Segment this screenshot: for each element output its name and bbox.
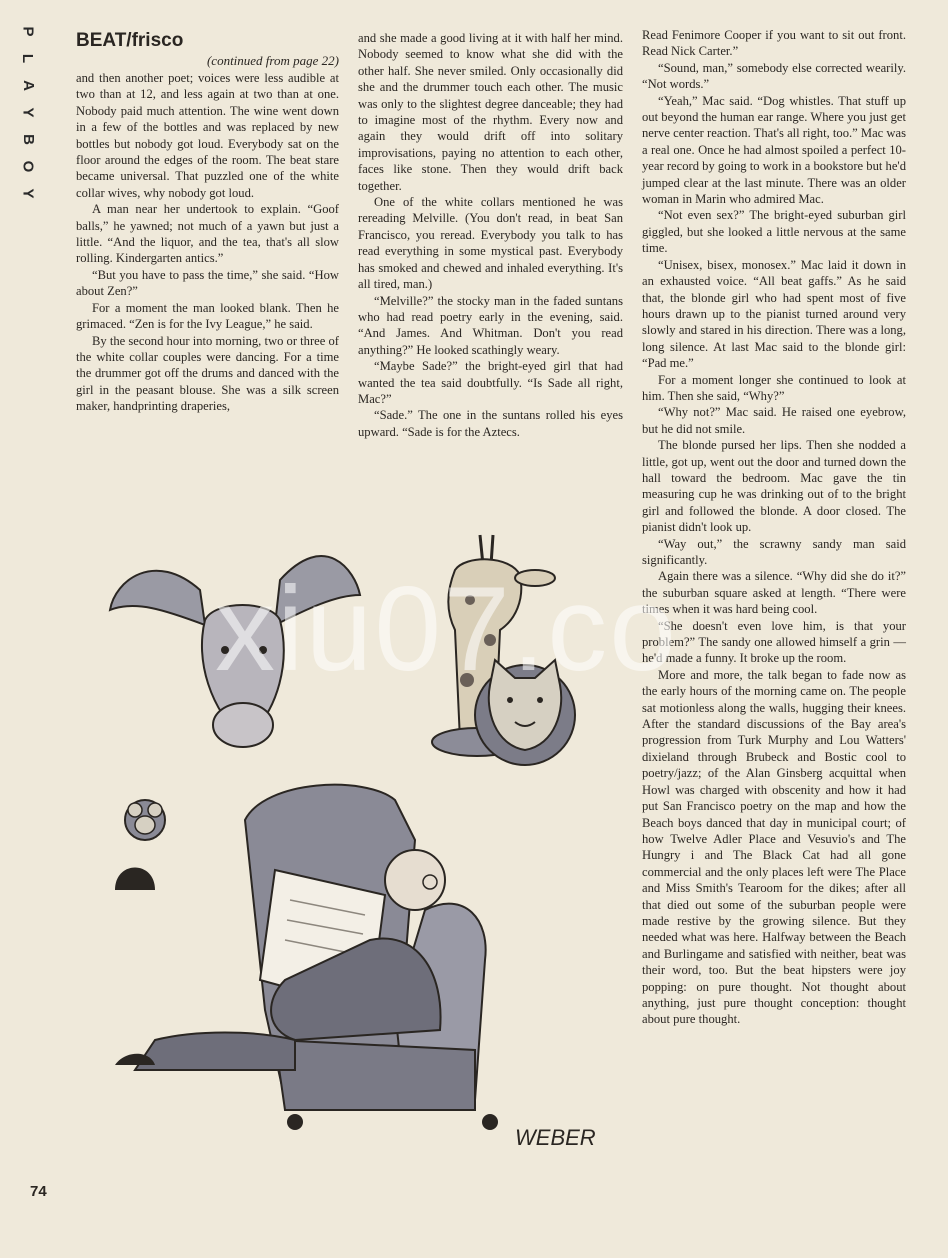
paragraph: “Maybe Sade?” the bright-eyed girl that had wanted the tea said doubtfully. “Is Sade all right, Mac?” xyxy=(358,359,623,406)
paragraph: “Melville?” the stocky man in the faded suntans who had read poetry early in the evening, said. “And James. And Whitman. Don't you read anything?” He looked scathingly weary. xyxy=(358,293,623,357)
paragraph: A man near her undertook to explain. “Goof balls,” he yawned; not much of a yawn but just a little. “And the liquor, and the tea, that's all slow rolling. Kindergarten antics.” xyxy=(76,202,339,266)
paragraph: “She doesn't even love him, is that your problem?” The sandy one allowed himself a grin — he'd made a funny. It broke up the room. xyxy=(642,618,906,666)
paragraph: “But you have to pass the time,” she said. “How about Zen?” xyxy=(76,267,339,299)
watermark-text: xiu07.co xyxy=(215,562,678,696)
page-number: 74 xyxy=(30,1183,47,1200)
column-2 xyxy=(358,30,623,440)
paragraph: One of the white collars mentioned he was rereading Melville. (You don't read, in beat San Francisco, you reread. Everybody you talk to has read everything in some mystical past. Everybody has smoked and chewed and inhaled everything. It's all tired, man.) xyxy=(358,195,623,292)
moose-trophy-head xyxy=(110,556,360,747)
magazine-spine-label: P L A Y B O Y xyxy=(19,26,37,199)
column-1 xyxy=(76,30,339,415)
mouse-hole xyxy=(115,868,155,891)
paragraph: “Not even sex?” The bright-eyed suburban girl giggled, but she looked a little nervous at the same time. xyxy=(642,208,906,256)
paragraph: For a moment longer she continued to look at him. Then she said, “Why?” xyxy=(642,372,906,403)
paragraph: “Sade.” The one in the suntans rolled his eyes upward. “Sade is for the Aztecs. xyxy=(358,408,623,439)
paragraph: The blonde pursed her lips. Then she nodded a little, got up, went out the door and turned down the hall toward the bedroom. Mac gave the tin measuring cup he was drinking out of to the bright girl and followed the blonde. A door closed. The pianist didn't look up. xyxy=(642,438,906,535)
continued-note: (continued from page 22) xyxy=(206,53,339,68)
mouse-trophy-head xyxy=(125,800,165,840)
column-3 xyxy=(642,27,906,1028)
paragraph: By the second hour into morning, two or three of the white collar couples were dancing. For a time the drummer got off the drums and danced with the girl in the peasant blouse. She was a silk screen maker, handprinting draperies, xyxy=(76,333,339,414)
cartoon-illustration xyxy=(95,510,640,1150)
paragraph: “Yeah,” Mac said. “Dog whistles. That stuff up out beyond the human ear range. Where you just get nerve center reaction. That's all right, too.” Mac was a real one. Once he had almost spoiled a perfect 10-year record by going to work in a bookstore but he'd jumped clear at the last minute. There was an older woman in Marin who admired Mac. xyxy=(642,93,906,207)
article-title: BEAT/frisco xyxy=(76,30,184,51)
paragraph: Again there was a silence. “Why did she do it?” the suburban square asked at length. “There were times when it was hard being cool. xyxy=(642,569,906,617)
paragraph: “Sound, man,” somebody else corrected wearily. “Not words.” xyxy=(642,60,906,92)
paragraph: and then another poet; voices were less audible at two than at 12, and less again at two than at one. Nobody paid much attention. The wine went down in a few of the bottles and was replaced by new bottles but nobody got loud. Everybody sat on the floor around the edges of the room. The beat stare became universal. That puzzled one of the white collar wives, why nobody got loud. xyxy=(76,71,339,200)
paragraph: and she made a good living at it with half her mind. Nobody seemed to know what she did with the other half. She never smiled. Only occasionally did she and the drummer touch each other. The music was only to the slightest degree danceable; they had to imagine most of the rhythm. Every now and again they would drift off into solitary improvisations, paying no attention to each other, faces like stone. Then they would drift back together. xyxy=(358,31,623,193)
paragraph: “Why not?” Mac said. He raised one eyebrow, but he did not smile. xyxy=(642,405,906,436)
artist-signature: WEBER xyxy=(515,1125,596,1150)
paragraph: “Unisex, bisex, monosex.” Mac laid it down in an exhausted voice. “All beat gaffs.” As he said that, the blonde girl who had spent most of five hours drawn up to the pianist turned around very slowly and stared in his direction. There was a long, long silence. At last Mac said to the blonde girl: “Pad me.” xyxy=(642,257,906,371)
paragraph: Read Fenimore Cooper if you want to sit out front. Read Nick Carter.” xyxy=(642,28,906,59)
paragraph: “Way out,” the scrawny sandy man said significantly. xyxy=(642,536,906,567)
paragraph: More and more, the talk began to fade now as the early hours of the morning came on. The people sat motionless along the walls, hugging their knees. After the standard discussions of the Bay area's progression from Turk Murphy and Lou Watters' dixieland through Brubeck and Bostic cool to poetry/jazz; of the Alan Ginsberg acquittal when Howl was charged with obscenity and how it had put San Francisco poetry on the map and how the Beach boys danced that day in municipal court; of how Twelve Adler Place and Vesuvio's and The Hungry i and The Black Cat had all gone commercial and the only places left were The Place and Miss Smith's Tearoom for the dikes; after all that died out some of the suburban people were made restive by the growing silence. But they needed what was here. Halfway between the Beach and Burlingame and satisfied with neither, beat was their word, too. But the beat hipsters were joy popping: on pure thought. Not thought about anything, just pure thought conception: thought about pure thought. xyxy=(642,667,906,1027)
paragraph: For a moment the man looked blank. Then he grimaced. “Zen is for the Ivy League,” he said. xyxy=(76,300,339,332)
